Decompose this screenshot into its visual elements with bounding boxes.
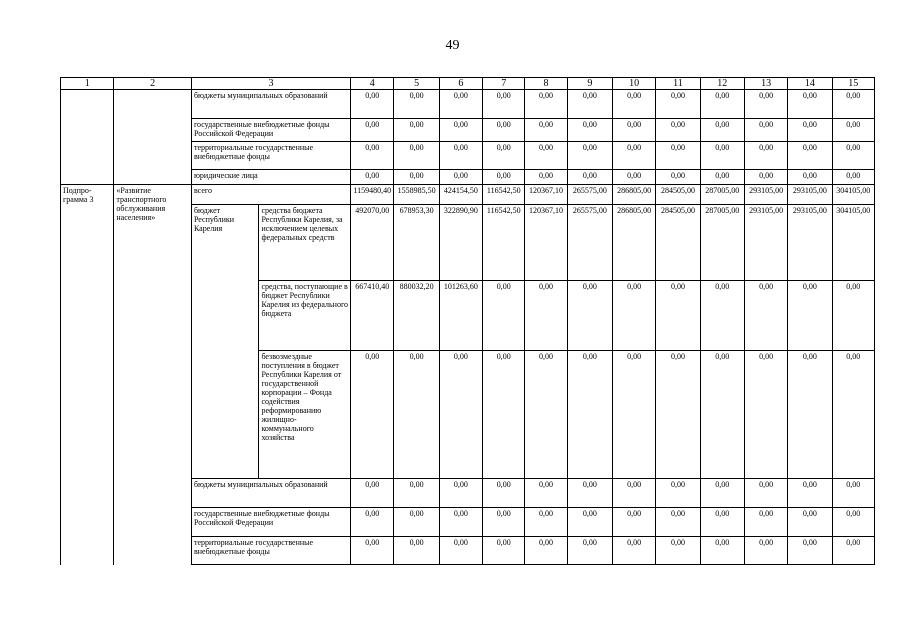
value-cell: 0,00	[656, 170, 700, 185]
value-cell: 0,00	[788, 119, 832, 142]
value-cell: 0,00	[612, 479, 655, 508]
value-cell: 0,00	[394, 142, 439, 170]
value-cell: 0,00	[788, 537, 832, 565]
value-cell: 0,00	[394, 351, 439, 479]
value-cell: 0,00	[525, 170, 567, 185]
value-cell: 0,00	[656, 351, 700, 479]
table-row	[61, 185, 875, 205]
source-label: бюджеты муниципальных образований	[191, 479, 350, 508]
value-cell: 0,00	[439, 479, 482, 508]
value-cell: 0,00	[744, 281, 787, 351]
value-cell: 293105,00	[744, 205, 787, 281]
column-header-7: 7	[483, 78, 525, 90]
value-cell: 0,00	[525, 479, 567, 508]
value-cell: 0,00	[788, 479, 832, 508]
value-cell: 0,00	[832, 537, 874, 565]
column-header-1: 1	[61, 78, 114, 90]
value-cell: 0,00	[483, 119, 525, 142]
value-cell: 0,00	[700, 119, 744, 142]
value-cell: 0,00	[394, 119, 439, 142]
value-cell: 0,00	[483, 479, 525, 508]
value-cell: 0,00	[744, 537, 787, 565]
value-cell: 0,00	[351, 479, 394, 508]
value-cell: 0,00	[394, 479, 439, 508]
table-row	[61, 78, 875, 90]
value-cell: 0,00	[525, 119, 567, 142]
budget-group-label: бюджет Республики Карелия	[191, 205, 258, 479]
value-cell: 0,00	[744, 479, 787, 508]
continued-col1	[61, 90, 114, 185]
column-header-5: 5	[394, 78, 439, 90]
value-cell: 0,00	[700, 351, 744, 479]
value-cell: 0,00	[744, 351, 787, 479]
value-cell: 0,00	[700, 537, 744, 565]
source-label: бюджеты муниципальных образований	[191, 90, 350, 119]
value-cell: 0,00	[700, 281, 744, 351]
value-cell: 0,00	[351, 142, 394, 170]
value-cell: 0,00	[788, 142, 832, 170]
value-cell: 0,00	[525, 351, 567, 479]
value-cell: 492070,00	[351, 205, 394, 281]
column-header-12: 12	[700, 78, 744, 90]
source-label: территориальные государственные внебюджетные фонды	[191, 142, 350, 170]
value-cell: 0,00	[567, 170, 612, 185]
value-cell: 0,00	[832, 479, 874, 508]
value-cell: 0,00	[567, 508, 612, 537]
value-cell: 424154,50	[439, 185, 482, 205]
value-cell: 0,00	[351, 351, 394, 479]
value-cell: 0,00	[700, 479, 744, 508]
column-header-13: 13	[744, 78, 787, 90]
column-header-8: 8	[525, 78, 567, 90]
value-cell: 0,00	[351, 90, 394, 119]
value-cell: 0,00	[744, 119, 787, 142]
column-header-9: 9	[567, 78, 612, 90]
value-cell: 0,00	[612, 119, 655, 142]
value-cell: 287005,00	[700, 205, 744, 281]
value-cell: 0,00	[567, 119, 612, 142]
value-cell: 880032,20	[394, 281, 439, 351]
value-cell: 1558985,50	[394, 185, 439, 205]
value-cell: 667410,40	[351, 281, 394, 351]
value-cell: 116542,50	[483, 205, 525, 281]
value-cell: 0,00	[567, 537, 612, 565]
value-cell: 293105,00	[744, 185, 787, 205]
table-row	[61, 90, 875, 119]
column-header-15: 15	[832, 78, 874, 90]
source-label: государственные внебюджетные фонды Российской Федерации	[191, 508, 350, 537]
column-header-6: 6	[439, 78, 482, 90]
source-label: государственные внебюджетные фонды Российской Федерации	[191, 119, 350, 142]
value-cell: 0,00	[351, 170, 394, 185]
value-cell: 0,00	[788, 281, 832, 351]
value-cell: 0,00	[394, 90, 439, 119]
page-number: 49	[445, 38, 460, 53]
value-cell: 0,00	[744, 508, 787, 537]
value-cell: 293105,00	[788, 205, 832, 281]
program-name: «Развитие транспортного обслуживания населения»	[114, 185, 192, 565]
value-cell: 1159480,40	[351, 185, 394, 205]
value-cell: 0,00	[700, 142, 744, 170]
value-cell: 0,00	[483, 537, 525, 565]
value-cell: 0,00	[612, 142, 655, 170]
value-cell: 0,00	[656, 508, 700, 537]
value-cell: 0,00	[832, 90, 874, 119]
value-cell: 0,00	[567, 281, 612, 351]
value-cell: 0,00	[483, 351, 525, 479]
value-cell: 293105,00	[788, 185, 832, 205]
value-cell: 0,00	[567, 351, 612, 479]
value-cell: 0,00	[656, 90, 700, 119]
value-cell: 0,00	[394, 170, 439, 185]
value-cell: 284505,00	[656, 185, 700, 205]
value-cell: 0,00	[351, 537, 394, 565]
value-cell: 0,00	[832, 351, 874, 479]
value-cell: 0,00	[439, 351, 482, 479]
value-cell: 0,00	[439, 508, 482, 537]
value-cell: 304105,00	[832, 185, 874, 205]
value-cell: 116542,50	[483, 185, 525, 205]
column-header-14: 14	[788, 78, 832, 90]
program-code: Подпро-грамма 3	[61, 185, 114, 565]
value-cell: 0,00	[439, 142, 482, 170]
value-cell: 0,00	[394, 508, 439, 537]
value-cell: 304105,00	[832, 205, 874, 281]
value-cell: 120367,10	[525, 205, 567, 281]
value-cell: 0,00	[612, 351, 655, 479]
value-cell: 0,00	[832, 281, 874, 351]
value-cell: 0,00	[439, 119, 482, 142]
value-cell: 322890,90	[439, 205, 482, 281]
value-cell: 120367,10	[525, 185, 567, 205]
value-cell: 0,00	[788, 351, 832, 479]
value-cell: 0,00	[656, 142, 700, 170]
value-cell: 0,00	[567, 90, 612, 119]
value-cell: 0,00	[525, 90, 567, 119]
value-cell: 265575,00	[567, 205, 612, 281]
value-cell: 0,00	[700, 90, 744, 119]
value-cell: 0,00	[656, 537, 700, 565]
value-cell: 0,00	[612, 537, 655, 565]
source-label: юридические лица	[191, 170, 350, 185]
value-cell: 0,00	[744, 142, 787, 170]
value-cell: 0,00	[656, 479, 700, 508]
column-header-2: 2	[114, 78, 192, 90]
value-cell: 0,00	[788, 170, 832, 185]
value-cell: 0,00	[483, 281, 525, 351]
total-label: всего	[191, 185, 350, 205]
value-cell: 0,00	[351, 508, 394, 537]
value-cell: 0,00	[832, 508, 874, 537]
value-cell: 0,00	[656, 119, 700, 142]
value-cell: 0,00	[788, 90, 832, 119]
value-cell: 0,00	[394, 537, 439, 565]
value-cell: 0,00	[788, 508, 832, 537]
value-cell: 0,00	[832, 142, 874, 170]
value-cell: 0,00	[612, 281, 655, 351]
value-cell: 0,00	[483, 90, 525, 119]
value-cell: 0,00	[700, 170, 744, 185]
source-label: безвозмездные поступления в бюджет Республики Карелия от государственной корпорации – Фонда содействия реформированию жилищно-коммунального хозяйства	[259, 351, 351, 479]
column-header-3: 3	[191, 78, 350, 90]
value-cell: 287005,00	[700, 185, 744, 205]
value-cell: 0,00	[612, 170, 655, 185]
source-label: средства бюджета Республики Карелия, за исключением целевых федеральных средств	[259, 205, 351, 281]
value-cell: 0,00	[439, 90, 482, 119]
value-cell: 286805,00	[612, 205, 655, 281]
value-cell: 0,00	[744, 90, 787, 119]
value-cell: 0,00	[525, 281, 567, 351]
value-cell: 678953,30	[394, 205, 439, 281]
value-cell: 0,00	[483, 142, 525, 170]
value-cell: 0,00	[525, 508, 567, 537]
value-cell: 0,00	[525, 142, 567, 170]
value-cell: 286805,00	[612, 185, 655, 205]
value-cell: 0,00	[483, 170, 525, 185]
value-cell: 0,00	[832, 170, 874, 185]
value-cell: 0,00	[567, 479, 612, 508]
value-cell: 284505,00	[656, 205, 700, 281]
value-cell: 0,00	[525, 537, 567, 565]
value-cell: 0,00	[483, 508, 525, 537]
source-label: территориальные государственные внебюджетные фонды	[191, 537, 350, 565]
value-cell: 0,00	[439, 537, 482, 565]
column-header-11: 11	[656, 78, 700, 90]
value-cell: 0,00	[351, 119, 394, 142]
budget-table	[60, 77, 875, 565]
column-header-4: 4	[351, 78, 394, 90]
column-header-10: 10	[612, 78, 655, 90]
value-cell: 0,00	[832, 119, 874, 142]
value-cell: 0,00	[567, 142, 612, 170]
source-label: средства, поступающие в бюджет Республики Карелия из федерального бюджета	[259, 281, 351, 351]
value-cell: 0,00	[744, 170, 787, 185]
value-cell: 0,00	[439, 170, 482, 185]
value-cell: 101263,60	[439, 281, 482, 351]
value-cell: 265575,00	[567, 185, 612, 205]
value-cell: 0,00	[656, 281, 700, 351]
value-cell: 0,00	[612, 90, 655, 119]
continued-col2	[114, 90, 192, 185]
value-cell: 0,00	[700, 508, 744, 537]
value-cell: 0,00	[612, 508, 655, 537]
